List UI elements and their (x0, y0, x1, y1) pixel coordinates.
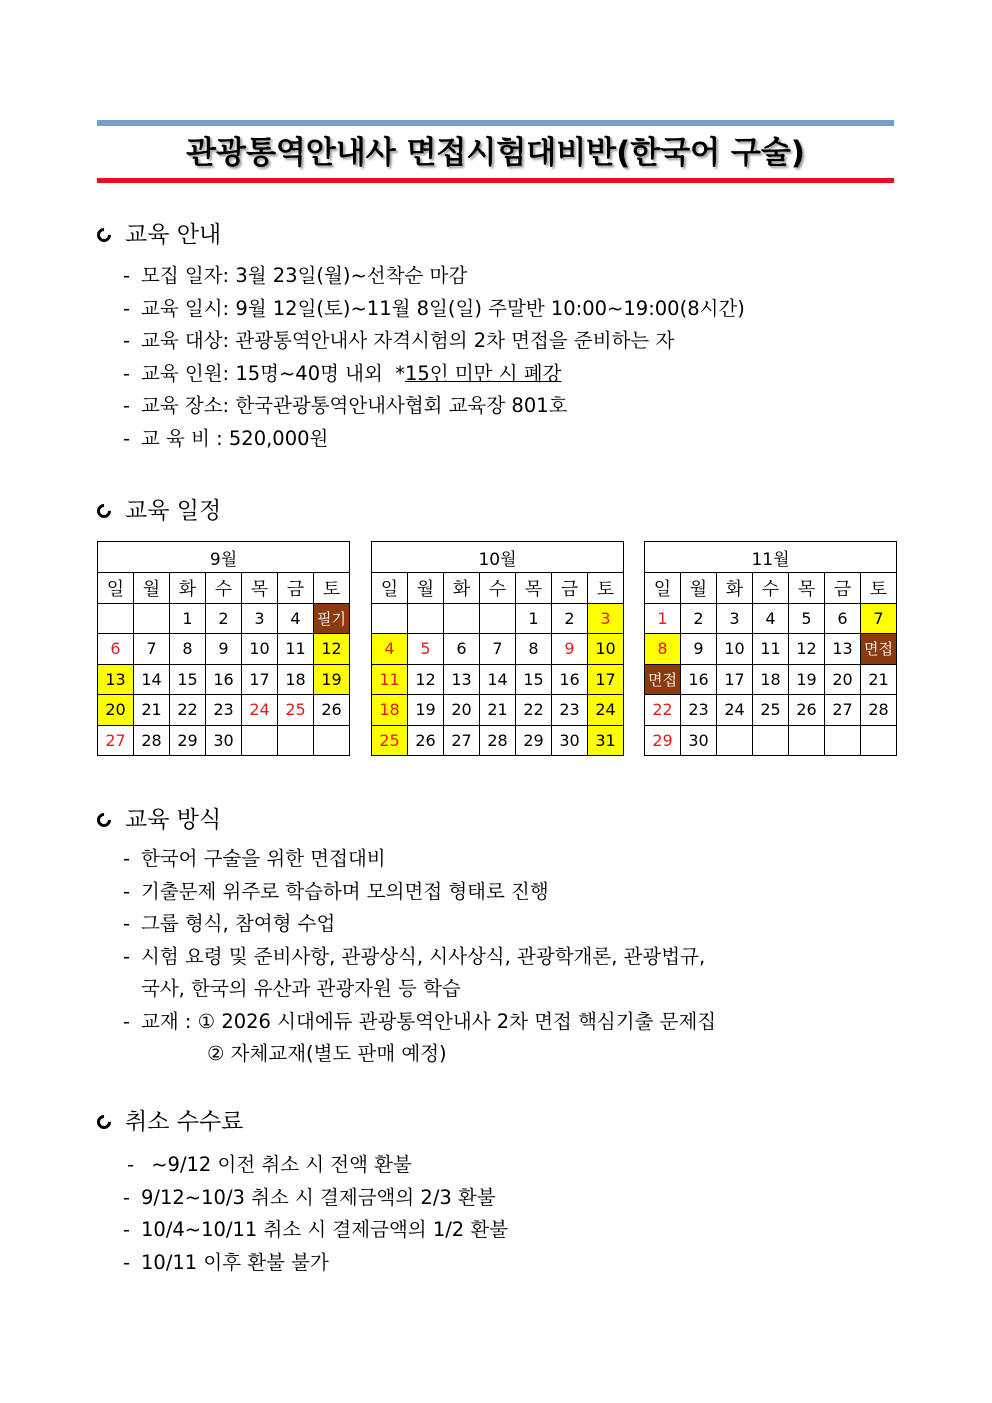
calendar-day: 30 (206, 725, 242, 756)
calendar-day: 면접 (861, 634, 897, 665)
calendar-day: 2 (681, 603, 717, 634)
calendar-day: 24 (588, 695, 624, 726)
weekday-header: 목 (242, 573, 278, 604)
calendar-day: 27 (444, 725, 480, 756)
circle-bullet-icon (94, 501, 114, 521)
weekday-header: 일 (645, 573, 681, 604)
circle-bullet-icon (94, 1112, 114, 1132)
calendar-day: 27 (825, 695, 861, 726)
calendar-day: 16 (206, 664, 242, 695)
calendar-day: 20 (98, 695, 134, 726)
list-item: - 교육 인원: 15명~40명 내외 *15인 미만 시 폐강 (123, 361, 562, 385)
calendar-day: 9 (681, 634, 717, 665)
calendar-day (480, 603, 516, 634)
calendar-day: 8 (170, 634, 206, 665)
list-item: - 교재 : ① 2026 시대에듀 관광통역안내사 2차 면접 핵심기출 문제집 (123, 1009, 717, 1033)
calendar-day: 11 (753, 634, 789, 665)
calendar-day: 18 (753, 664, 789, 695)
calendar-day: 3 (242, 603, 278, 634)
calendar-day: 26 (314, 695, 350, 726)
calendar-day: 필기 (314, 603, 350, 634)
refund-list (97, 1149, 508, 1279)
list-item: - 시험 요령 및 준비사항, 관광상식, 시사상식, 관광학개론, 관광법규, (123, 944, 706, 968)
calendar-day: 29 (170, 725, 206, 756)
calendar-day: 21 (134, 695, 170, 726)
calendar-day: 10 (717, 634, 753, 665)
weekday-header: 목 (516, 573, 552, 604)
calendar-day: 9 (206, 634, 242, 665)
list-item: - 한국어 구술을 위한 면접대비 (123, 847, 386, 870)
method-list (97, 843, 716, 1071)
calendar-day (789, 725, 825, 756)
section-heading (97, 218, 745, 252)
calendar-day: 19 (314, 664, 350, 695)
list-item: - 9/12~10/3 취소 시 결제금액의 2/3 환불 (123, 1185, 496, 1209)
calendar-day: 12 (789, 634, 825, 665)
calendar-day (242, 725, 278, 756)
calendar-day (372, 603, 408, 634)
section-refund (97, 1105, 508, 1279)
calendar-day: 9 (552, 634, 588, 665)
weekday-header: 월 (408, 573, 444, 604)
calendar-day: 11 (372, 664, 408, 695)
weekday-header: 목 (789, 573, 825, 604)
list-item: - 10/11 이후 환불 불가 (123, 1250, 329, 1274)
calendar-day: 21 (480, 695, 516, 726)
heading-text: 취소 수수료 (125, 1109, 244, 1135)
calendar-day (278, 725, 314, 756)
weekday-header: 화 (717, 573, 753, 604)
calendar-day: 18 (372, 695, 408, 726)
calendar-day: 3 (717, 603, 753, 634)
calendar-day: 21 (861, 664, 897, 695)
calendar-day: 6 (98, 634, 134, 665)
calendar-day: 11 (278, 634, 314, 665)
calendar-day: 15 (516, 664, 552, 695)
calendar-day: 26 (408, 725, 444, 756)
section-method (97, 803, 716, 1071)
weekday-header: 토 (314, 573, 350, 604)
calendar-day: 2 (552, 603, 588, 634)
calendar-day: 8 (645, 634, 681, 665)
calendar-day (825, 725, 861, 756)
calendar-day: 4 (753, 603, 789, 634)
list-item: - 교육 장소: 한국관광통역안내사협회 교육장 801호 (123, 394, 568, 417)
section-heading (97, 803, 716, 837)
calendar-day: 23 (681, 695, 717, 726)
calendar-day: 3 (588, 603, 624, 634)
title-block (97, 120, 894, 183)
calendar-day: 27 (98, 725, 134, 756)
calendar-day: 17 (588, 664, 624, 695)
calendar-day: 25 (753, 695, 789, 726)
calendar-day: 22 (170, 695, 206, 726)
calendar-day: 5 (789, 603, 825, 634)
list-item: - 10/4~10/11 취소 시 결제금액의 1/2 환불 (123, 1218, 509, 1241)
calendar-day (861, 725, 897, 756)
weekday-header: 토 (588, 573, 624, 604)
title-bottom-rule (97, 178, 894, 183)
calendar-november (644, 541, 897, 756)
calendar-day: 28 (861, 695, 897, 726)
calendar-day (753, 725, 789, 756)
section-heading (97, 1105, 508, 1139)
calendar-day: 22 (645, 695, 681, 726)
calendar-day: 7 (480, 634, 516, 665)
calendar-day: 31 (588, 725, 624, 756)
calendar-day: 14 (480, 664, 516, 695)
calendar-day: 면접 (645, 664, 681, 695)
calendar-day: 5 (408, 634, 444, 665)
calendar-day: 10 (588, 634, 624, 665)
calendar-day: 1 (516, 603, 552, 634)
closure-note: 15인 미만 시 폐강 (404, 361, 562, 385)
circle-bullet-icon (94, 225, 114, 245)
calendar-day (98, 603, 134, 634)
calendar-day (134, 603, 170, 634)
calendar-day (444, 603, 480, 634)
weekday-header: 일 (98, 573, 134, 604)
calendar-day: 13 (444, 664, 480, 695)
calendar-day: 8 (516, 634, 552, 665)
calendar-day: 20 (825, 664, 861, 695)
calendar-day: 10 (242, 634, 278, 665)
calendar-day: 23 (552, 695, 588, 726)
calendar-day: 7 (134, 634, 170, 665)
heading-text: 교육 일정 (125, 498, 222, 524)
calendar-day: 19 (789, 664, 825, 695)
calendar-day: 2 (206, 603, 242, 634)
calendar-day: 14 (134, 664, 170, 695)
calendar-october (371, 541, 624, 756)
circle-bullet-icon (94, 810, 114, 830)
list-item: - 교육 일시: 9월 12일(토)~11월 8일(일) 주말반 10:00~19:00(8시간) (123, 296, 745, 320)
calendar-day: 30 (681, 725, 717, 756)
weekday-header: 금 (278, 573, 314, 604)
calendar-day: 28 (480, 725, 516, 756)
heading-text: 교육 안내 (125, 222, 222, 248)
calendar-day: 1 (645, 603, 681, 634)
calendar-day: 29 (516, 725, 552, 756)
weekday-header: 화 (444, 573, 480, 604)
calendar-day: 1 (170, 603, 206, 634)
section-schedule (97, 494, 221, 528)
list-item: ② 자체교재(별도 판매 예정) (207, 1042, 447, 1065)
heading-text: 교육 방식 (125, 807, 222, 833)
calendar-september (97, 541, 350, 756)
calendar-month-header: 11월 (645, 542, 897, 573)
list-item: - 교 육 비 : 520,000원 (123, 426, 329, 450)
calendar-day: 13 (825, 634, 861, 665)
weekday-header: 토 (861, 573, 897, 604)
calendar-day: 4 (372, 634, 408, 665)
calendar-day: 26 (789, 695, 825, 726)
calendar-day: 12 (314, 634, 350, 665)
weekday-header: 금 (825, 573, 861, 604)
calendar-day: 16 (681, 664, 717, 695)
calendar-day: 15 (170, 664, 206, 695)
calendar-day: 7 (861, 603, 897, 634)
page-title: 관광통역안내사 면접시험대비반(한국어 구술) (186, 135, 805, 171)
calendar-day: 16 (552, 664, 588, 695)
calendar-month-header: 10월 (372, 542, 624, 573)
weekday-header: 화 (170, 573, 206, 604)
weekday-header: 월 (134, 573, 170, 604)
calendar-day: 6 (444, 634, 480, 665)
calendar-day: 17 (717, 664, 753, 695)
section-heading (97, 494, 221, 528)
calendar-day: 25 (278, 695, 314, 726)
calendar-day: 6 (825, 603, 861, 634)
list-item: 국사, 한국의 유산과 관광자원 등 학습 (141, 977, 461, 1000)
section-info (97, 218, 745, 455)
weekday-header: 월 (681, 573, 717, 604)
calendar-day: 17 (242, 664, 278, 695)
list-item: - 교육 대상: 관광통역안내사 자격시험의 2차 면접을 준비하는 자 (123, 329, 675, 352)
calendar-day (717, 725, 753, 756)
calendar-day: 4 (278, 603, 314, 634)
calendar-day: 22 (516, 695, 552, 726)
calendar-day: 19 (408, 695, 444, 726)
list-item: - 그룹 형식, 참여형 수업 (123, 912, 336, 935)
list-item: - 기출문제 위주로 학습하며 모의면접 형태로 진행 (123, 879, 549, 903)
weekday-header: 수 (206, 573, 242, 604)
calendar-day: 24 (242, 695, 278, 726)
calendar-day: 13 (98, 664, 134, 695)
list-item: - ~9/12 이전 취소 시 전액 환불 (127, 1153, 412, 1176)
calendar-day: 12 (408, 664, 444, 695)
calendar-day: 30 (552, 725, 588, 756)
weekday-header: 일 (372, 573, 408, 604)
list-item: - 모집 일자: 3월 23일(월)~선착순 마감 (123, 264, 468, 287)
calendar-day: 20 (444, 695, 480, 726)
calendar-day: 23 (206, 695, 242, 726)
calendar-day: 28 (134, 725, 170, 756)
info-list (97, 260, 745, 455)
calendar-day (314, 725, 350, 756)
calendar-day: 29 (645, 725, 681, 756)
calendar-day (408, 603, 444, 634)
weekday-header: 금 (552, 573, 588, 604)
calendar-day: 24 (717, 695, 753, 726)
calendar-day: 25 (372, 725, 408, 756)
calendar-day: 18 (278, 664, 314, 695)
calendar-month-header: 9월 (98, 542, 350, 573)
weekday-header: 수 (753, 573, 789, 604)
weekday-header: 수 (480, 573, 516, 604)
